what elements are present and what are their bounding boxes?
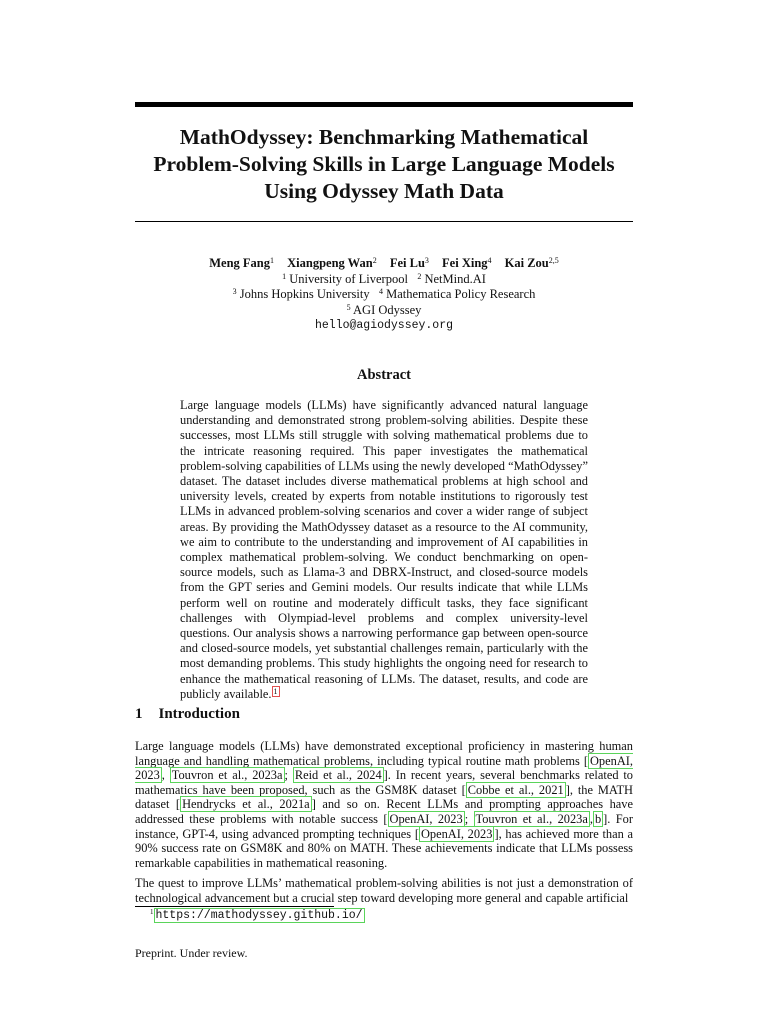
author-block bbox=[135, 256, 633, 334]
title-bottom-rule bbox=[135, 221, 633, 222]
footnote bbox=[150, 909, 365, 922]
paragraph: The quest to improve LLMs’ mathematical problem-solving abilities is not just a demonstration of technological advancement but a crucial step toward developing more general and capable artificial bbox=[135, 876, 633, 905]
contact-email[interactable]: hello@agiodyssey.org bbox=[314, 319, 454, 332]
citation-link[interactable]: Touvron et al., 2023a bbox=[475, 811, 588, 826]
author-list bbox=[135, 256, 633, 272]
affiliation-line: $^3$ Johns Hopkins University $^4$ Mathematica Policy Research bbox=[232, 287, 536, 301]
footnote-url-link[interactable]: https://mathodyssey.github.io/ bbox=[155, 909, 363, 922]
title-line: Problem-Solving Skills in Large Language Models bbox=[153, 152, 615, 176]
introduction-body bbox=[135, 739, 633, 912]
author: Xiangpeng Wan$^2$ bbox=[287, 256, 377, 270]
preprint-notice: Preprint. Under review. bbox=[135, 946, 248, 960]
author: Fei Lu$^3$ bbox=[389, 256, 429, 270]
footnote-mark: 1 bbox=[150, 908, 154, 916]
abstract-text: Large language models (LLMs) have significantly advanced natural language understanding and demonstrated strong problem-solving abilities. Despite these successes, most LLMs still struggle with solving mathematical problems due to the intricate reasoning required. This paper investigates the mathematical problem-solving capabilities of LLMs using the newly developed “MathOdyssey” dataset. The dataset includes diverse mathematical problems at high school and university levels, created by experts from notable institutions to rigorously test LLMs in advanced problem-solving scenarios and cover a wider range of subject areas. By providing the MathOdyssey dataset as a resource to the AI community, we aim to contribute to the understanding and improvement of AI capabilities in complex mathematical problem-solving. We conduct benchmarking on open-source models, such as Llama-3 and DBRX-Instruct, and closed-source models from the GPT series and Gemini models. Our results indicate that while LLMs perform well on routine and moderately difficult tasks, they face significant challenges with Olympiad-level problems and complex university-level questions. Our analysis shows a narrowing performance gap between open-source and closed-source models, yet substantial challenges remain, particularly with the most demanding problems. This study highlights the ongoing need for research to enhance the mathematical reasoning of LLMs. The dataset, results, and code are publicly available. bbox=[180, 398, 588, 701]
author: Meng Fang$^1$ bbox=[209, 256, 274, 270]
section-heading bbox=[135, 706, 240, 723]
paper-title bbox=[135, 124, 633, 205]
affiliation-line: $^5$ AGI Odyssey bbox=[346, 302, 422, 317]
citation-link[interactable]: OpenAI, 2023 bbox=[420, 826, 493, 841]
footnote-rule bbox=[135, 906, 334, 907]
affiliation-line: $^1$ University of Liverpool $^2$ NetMind.AI bbox=[282, 271, 486, 286]
footnote-link[interactable]: 1 bbox=[273, 686, 278, 696]
citation-link[interactable]: Reid et al., 2024 bbox=[294, 768, 382, 783]
citation-link[interactable]: Touvron et al., 2023a bbox=[171, 768, 283, 783]
author: Kai Zou$^{2,5}$ bbox=[504, 256, 559, 270]
citation-link[interactable]: b bbox=[594, 811, 602, 826]
abstract-heading: Abstract bbox=[357, 367, 411, 383]
citation-link[interactable]: OpenAI, 2023 bbox=[389, 811, 463, 826]
paragraph: Large language models (LLMs) have demonstrated exceptional proficiency in mastering human language and handling mathematical problems, including typical routine math problems [ OpenAI, 2023 , Touvron et al., 2023a ; Reid et al., 2024 ]. In recent years, several benchmarks related to mathematics have been proposed, such as the GSM8K dataset [ Cobbe et al., 2021 ], the MATH dataset [ Hendrycks et al., 2021a ] and so on. Recent LLMs and prompting approaches have addressed these problems with notable success [ OpenAI, 2023 ; Touvron et al., 2023a , b ]. For instance, GPT-4, using advanced prompting techniques [ OpenAI, 2023 ], has achieved more than a 90% success rate on GSM8K and 80% on MATH. These achievements indicate that LLMs possess remarkable capabilities in mathematical reasoning. bbox=[135, 739, 634, 870]
abstract-body bbox=[180, 398, 588, 702]
title-line: Using Odyssey Math Data bbox=[264, 179, 504, 203]
section-number: 1 bbox=[135, 706, 143, 722]
title-top-rule bbox=[135, 102, 633, 107]
citation-link[interactable]: OpenAI, 2023 bbox=[135, 753, 633, 783]
section-title: Introduction bbox=[158, 706, 240, 722]
author: Fei Xing$^4$ bbox=[442, 256, 492, 270]
citation-link[interactable]: Cobbe et al., 2021 bbox=[467, 782, 564, 797]
citation-link[interactable]: Hendrycks et al., 2021a bbox=[182, 797, 310, 812]
title-line: MathOdyssey: Benchmarking Mathematical bbox=[179, 125, 589, 149]
